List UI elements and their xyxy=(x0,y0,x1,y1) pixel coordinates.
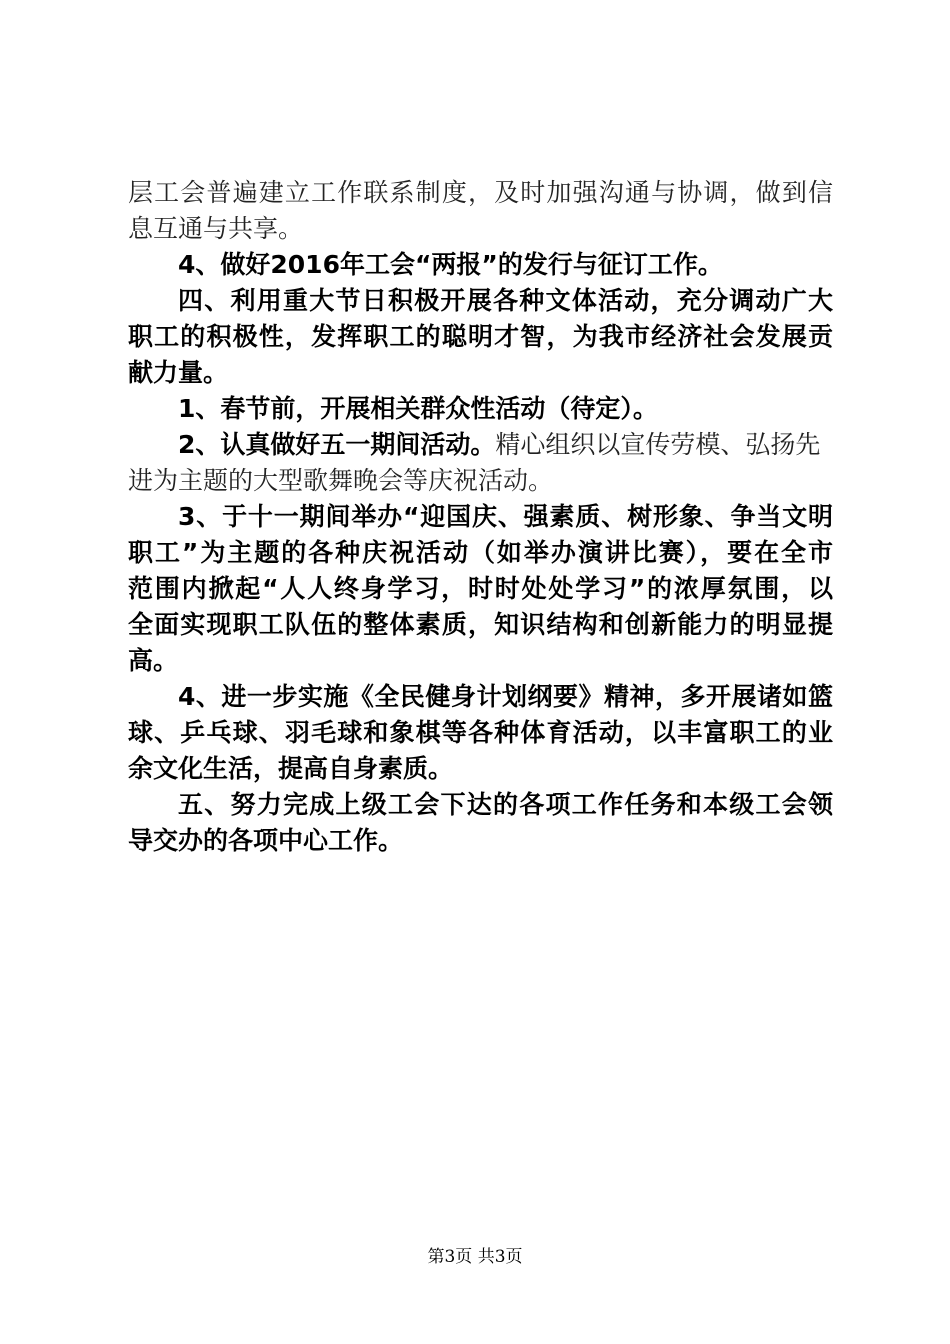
section-heading-line: 职工的积极性，发挥职工的聪明才智，为我市经济社会发展贡 xyxy=(128,322,833,351)
list-item: 3、于十一期间举办“迎国庆、强素质、树形象、争当文明 xyxy=(178,502,833,531)
paragraph-line: 范围内掀起“人人终身学习，时时处处学习”的浓厚氛围，以 xyxy=(128,574,833,603)
list-item: 4、做好2016年工会“两报”的发行与征订工作。 xyxy=(178,250,723,279)
section-heading-line: 导交办的各项中心工作。 xyxy=(128,826,404,855)
list-item: 1、春节前，开展相关群众性活动（待定）。 xyxy=(178,394,658,423)
section-heading-line: 四、利用重大节日积极开展各种文体活动，充分调动广大 xyxy=(178,286,833,315)
list-item xyxy=(128,427,833,463)
list-item-lead: 2、认真做好五一期间活动。 xyxy=(178,430,496,459)
page-number: 第3页 共3页 xyxy=(427,1247,523,1267)
paragraph-line: 层工会普遍建立工作联系制度，及时加强沟通与协调，做到信 xyxy=(128,178,833,207)
paragraph-line: 球、乒乓球、羽毛球和象棋等各种体育活动，以丰富职工的业 xyxy=(128,718,833,747)
paragraph-line: 职工”为主题的各种庆祝活动（如举办演讲比赛），要在全市 xyxy=(128,538,833,567)
paragraph-line: 息互通与共享。 xyxy=(128,214,304,243)
paragraph-line: 全面实现职工队伍的整体素质，知识结构和创新能力的明显提 xyxy=(128,610,833,639)
list-item: 4、进一步实施《全民健身计划纲要》精神，多开展诸如篮 xyxy=(178,682,833,711)
section-heading-line: 献力量。 xyxy=(128,358,229,387)
document-body xyxy=(128,175,833,859)
section-heading-line: 五、努力完成上级工会下达的各项工作任务和本级工会领 xyxy=(178,790,833,819)
list-item-detail: 精心组织以宣传劳模、弘扬先 xyxy=(495,430,821,459)
paragraph-line: 进为主题的大型歌舞晚会等庆祝活动。 xyxy=(128,466,554,495)
paragraph-line: 高。 xyxy=(128,646,179,675)
paragraph-line: 余文化生活，提高自身素质。 xyxy=(128,754,454,783)
